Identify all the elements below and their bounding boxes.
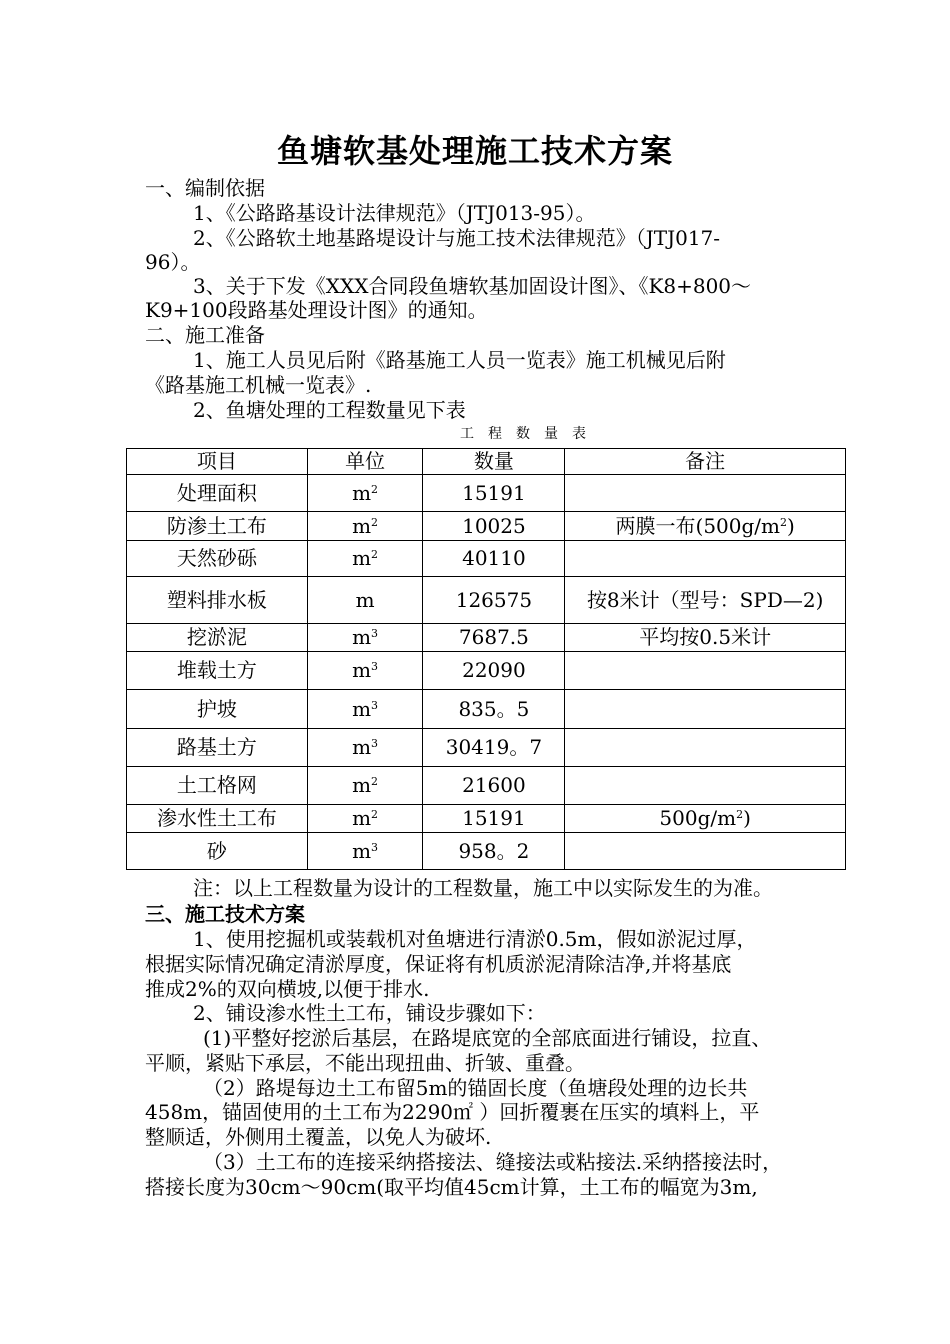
cell-item: 土工格网 xyxy=(127,767,308,805)
prep-item-1: 1、施工人员见后附《路基施工人员一览表》施工机械见后附 xyxy=(193,348,726,372)
note-text: 500g/m xyxy=(659,806,737,830)
cell-unit xyxy=(307,690,423,729)
cell-unit xyxy=(307,652,423,690)
unit-exponent: 2 xyxy=(371,808,379,821)
cell-unit xyxy=(307,767,423,805)
reference-item-2-cont: 96）。 xyxy=(145,250,201,274)
tech-line-9: 整顺适，外侧用土覆盖，以免人为破坏. xyxy=(145,1125,492,1149)
unit-exponent: 3 xyxy=(371,840,379,854)
cell-item: 防渗土工布 xyxy=(127,512,308,541)
tech-line-5: (1)平整好挖淤后基层，在路堤底宽的全部底面进行铺设，拉直、 xyxy=(203,1026,772,1050)
unit-exponent: 3 xyxy=(371,698,379,712)
cell-quantity: 7687.5 xyxy=(423,624,565,652)
tech-line-2: 根据实际情况确定清淤厚度，保证将有机质淤泥清除洁净,并将基底 xyxy=(145,952,732,976)
table-note: 注：以上工程数量为设计的工程数量，施工中以实际发生的为准。 xyxy=(193,876,773,900)
header-unit: 单位 xyxy=(307,449,423,475)
unit-text: m xyxy=(352,806,372,830)
tech-line-1: 1、使用挖掘机或装载机对鱼塘进行清淤0.5m，假如淤泥过厚， xyxy=(193,927,757,951)
table-caption: 工程数量表 xyxy=(460,426,600,442)
table-row xyxy=(127,833,846,870)
cell-quantity: 835。5 xyxy=(423,690,565,729)
cell-unit xyxy=(307,541,423,577)
note-exponent: 2 xyxy=(736,808,744,821)
cell-item: 天然砂砾 xyxy=(127,541,308,577)
reference-item-3: 3、关于下发《XXX合同段鱼塘软基加固设计图》、《K8+800～ xyxy=(193,274,752,298)
section-1-heading: 一、编制依据 xyxy=(145,176,265,200)
reference-item-2: 2、《公路软土地基路堤设计与施工技术法律规范》（JTJ017- xyxy=(193,226,721,250)
table-row xyxy=(127,541,846,577)
cell-unit xyxy=(307,475,423,512)
unit-exponent: 2 xyxy=(371,482,379,496)
tech-line-11: 搭接长度为30cm～90cm(取平均值45cm计算，土工布的幅宽为3m, xyxy=(145,1175,758,1199)
cell-quantity: 22090 xyxy=(423,652,565,690)
unit-text: m xyxy=(352,625,372,649)
cell-item: 砂 xyxy=(127,833,308,870)
cell-note xyxy=(565,512,846,541)
unit-text: m xyxy=(352,546,372,570)
table-row xyxy=(127,624,846,652)
tech-line-8: 458m，锚固使用的土工布为2290㎡ ）回折覆裹在压实的填料上，平 xyxy=(145,1100,760,1124)
unit-text: m xyxy=(352,658,372,682)
cell-quantity: 40110 xyxy=(423,541,565,577)
table-row xyxy=(127,652,846,690)
cell-item: 护坡 xyxy=(127,690,308,729)
table-row xyxy=(127,690,846,729)
tech-line-4: 2、铺设渗水性土工布，铺设步骤如下： xyxy=(193,1001,546,1025)
unit-text: m xyxy=(352,735,372,759)
unit-exponent: 3 xyxy=(371,737,379,750)
cell-unit xyxy=(307,729,423,767)
cell-note xyxy=(565,475,846,512)
cell-unit xyxy=(307,833,423,870)
section-3-heading: 三、施工技术方案 xyxy=(145,902,305,926)
tech-line-3: 推成2%的双向横坡,以便于排水. xyxy=(145,977,430,1001)
cell-note xyxy=(565,652,846,690)
cell-unit xyxy=(307,624,423,652)
cell-quantity: 15191 xyxy=(423,805,565,833)
note-text: 两膜一布(500g/m xyxy=(615,513,780,538)
note-text: 按8米计（型号：SPD—2) xyxy=(586,587,824,612)
table-row xyxy=(127,512,846,541)
note-text: 平均按0.5米计 xyxy=(639,625,772,649)
tech-line-7: （2）路堤每边土工布留5m的锚固长度（鱼塘段处理的边长共 xyxy=(203,1076,748,1100)
cell-quantity: 21600 xyxy=(423,767,565,805)
note-tail: ) xyxy=(787,513,795,538)
prep-item-2: 2、鱼塘处理的工程数量见下表 xyxy=(193,398,466,422)
cell-item: 挖淤泥 xyxy=(127,624,308,652)
document-title: 鱼塘软基处理施工技术方案 xyxy=(276,132,673,170)
table-header-row xyxy=(127,449,846,475)
cell-note xyxy=(565,767,846,805)
cell-unit xyxy=(307,512,423,541)
tech-line-6: 平顺，紧贴下承层，不能出现扭曲、折皱、重叠。 xyxy=(145,1051,585,1075)
unit-text: m xyxy=(352,480,372,505)
section-2-heading: 二、施工准备 xyxy=(145,323,265,347)
cell-unit xyxy=(307,577,423,624)
table-row xyxy=(127,475,846,512)
header-quantity: 数量 xyxy=(423,449,565,475)
unit-text: m xyxy=(352,513,372,538)
cell-quantity: 15191 xyxy=(423,475,565,512)
cell-quantity: 10025 xyxy=(423,512,565,541)
cell-item: 处理面积 xyxy=(127,475,308,512)
unit-exponent: 2 xyxy=(371,515,379,529)
unit-exponent: 2 xyxy=(371,775,379,788)
cell-note xyxy=(565,833,846,870)
cell-item: 路基土方 xyxy=(127,729,308,767)
table-row xyxy=(127,767,846,805)
note-tail: ) xyxy=(743,806,751,830)
unit-text: m xyxy=(352,838,372,863)
cell-note xyxy=(565,690,846,729)
unit-text: m xyxy=(355,587,375,612)
cell-note xyxy=(565,624,846,652)
unit-exponent: 3 xyxy=(371,627,379,640)
cell-quantity: 126575 xyxy=(423,577,565,624)
unit-exponent: 3 xyxy=(371,660,379,673)
table-row xyxy=(127,729,846,767)
table-row xyxy=(127,577,846,624)
cell-note xyxy=(565,577,846,624)
cell-note xyxy=(565,541,846,577)
reference-item-1: 1、《公路路基设计法律规范》（JTJ013-95）。 xyxy=(193,201,596,225)
cell-quantity: 30419。7 xyxy=(423,729,565,767)
quantity-table xyxy=(126,448,846,870)
note-exponent: 2 xyxy=(780,515,787,529)
header-note: 备注 xyxy=(565,449,846,475)
cell-item: 渗水性土工布 xyxy=(127,805,308,833)
cell-note xyxy=(565,729,846,767)
unit-text: m xyxy=(352,696,372,721)
cell-quantity: 958。2 xyxy=(423,833,565,870)
cell-item: 堆载土方 xyxy=(127,652,308,690)
cell-unit xyxy=(307,805,423,833)
unit-text: m xyxy=(352,773,372,797)
cell-note xyxy=(565,805,846,833)
prep-item-1-cont: 《路基施工机械一览表》. xyxy=(145,373,372,397)
table-row xyxy=(127,805,846,833)
reference-item-3-cont: K9+100段路基处理设计图》的通知。 xyxy=(145,298,488,322)
unit-exponent: 2 xyxy=(371,548,379,561)
tech-line-10: （3）土工布的连接采纳搭接法、缝接法或粘接法.采纳搭接法时， xyxy=(203,1150,783,1174)
cell-item: 塑料排水板 xyxy=(127,577,308,624)
header-item: 项目 xyxy=(127,449,308,475)
